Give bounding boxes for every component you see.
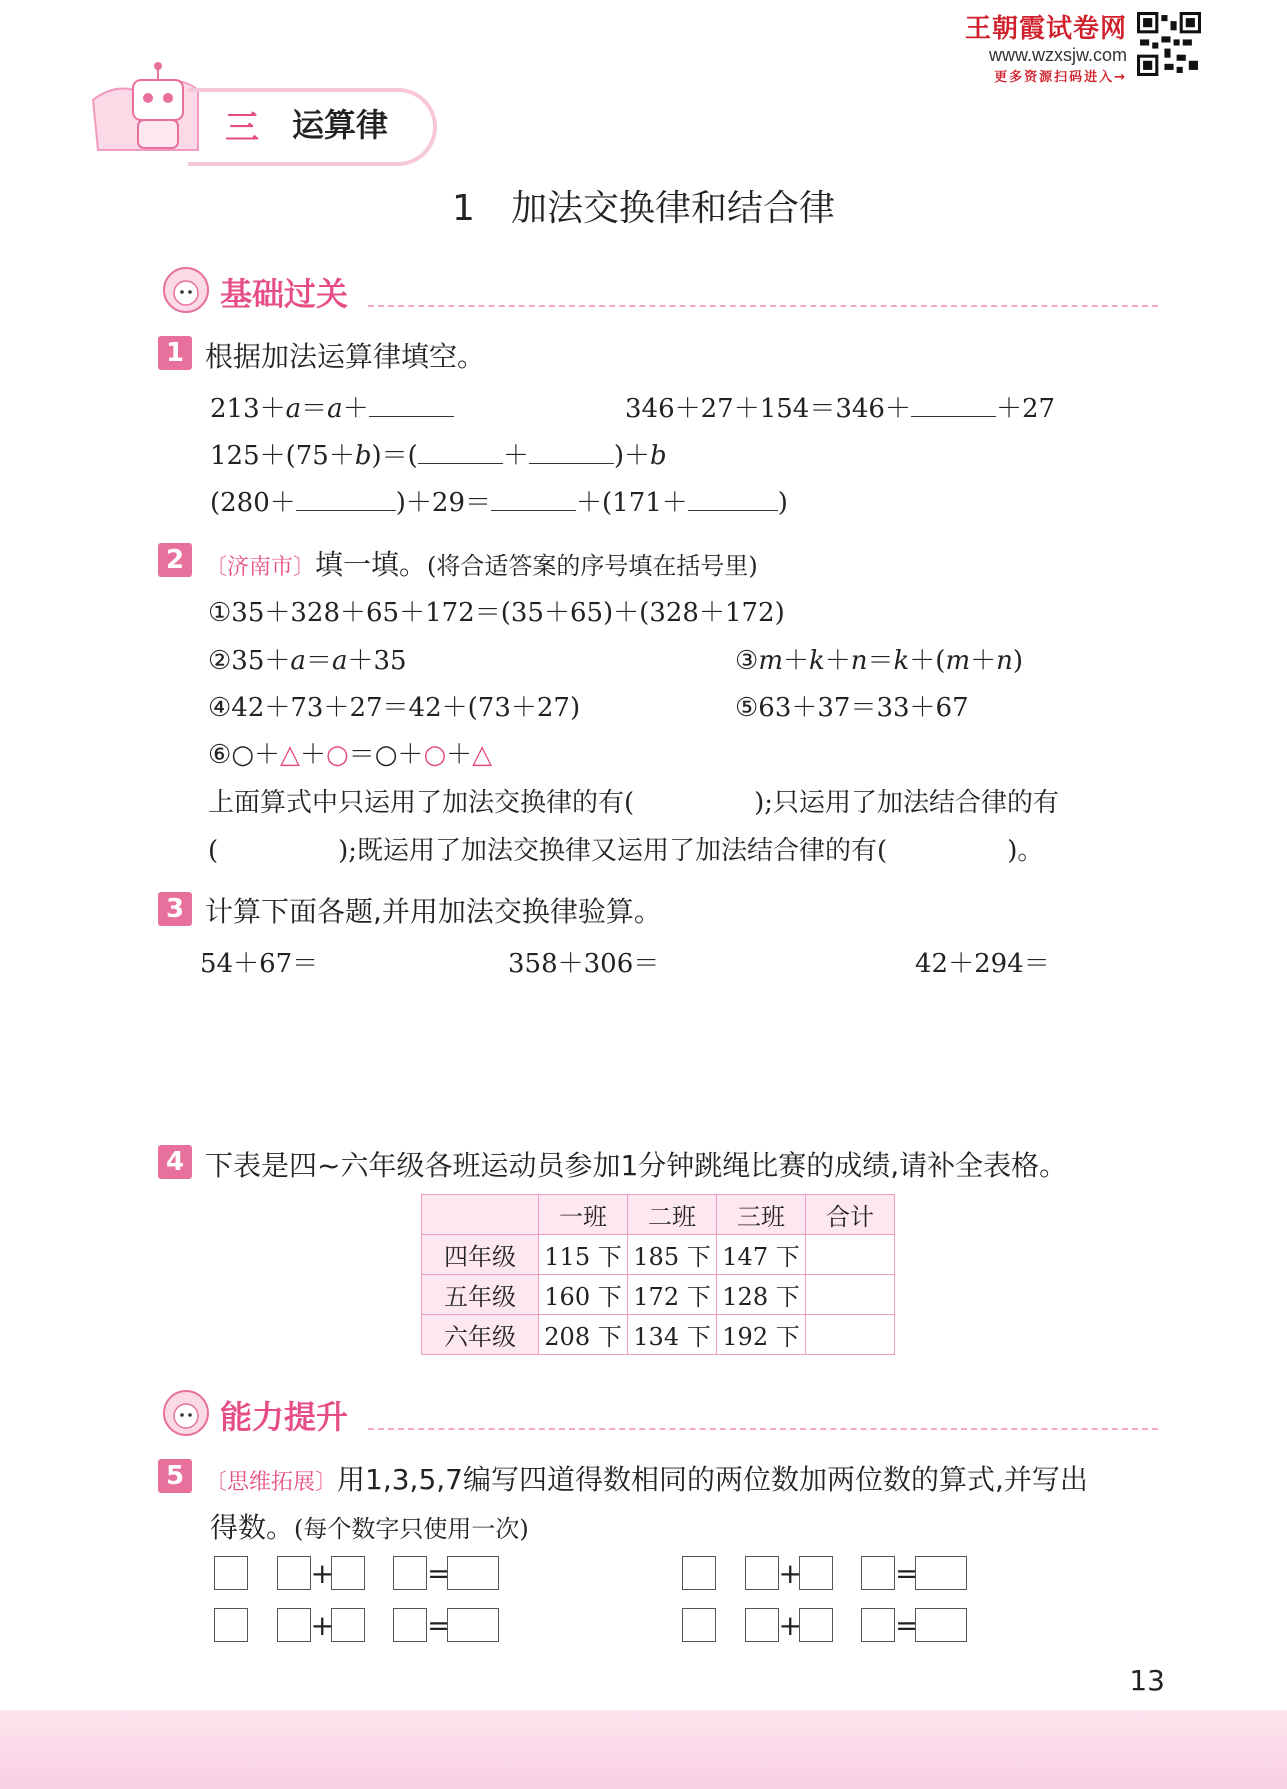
question-5-text: 〔思维拓展〕用1,3,5,7编写四道得数相同的两位数加两位数的算式,并写出: [205, 1463, 1088, 1496]
digit-box[interactable]: [331, 1556, 365, 1590]
question-4-text: 下表是四~六年级各班运动员参加1分钟跳绳比赛的成绩,请补全表格。: [205, 1149, 1068, 1182]
table-cell: 172 下: [628, 1275, 717, 1315]
question-4-number: 4: [158, 1145, 192, 1179]
answer-blank[interactable]: [296, 484, 396, 511]
digit-box[interactable]: [682, 1608, 716, 1642]
q3-expr-1: 54＋67＝: [200, 949, 319, 979]
table-cell: 208 下: [539, 1315, 628, 1355]
qr-code-icon[interactable]: [1137, 12, 1201, 76]
question-1-text: 根据加法运算律填空。: [205, 340, 486, 373]
table-cell: 115 下: [539, 1235, 628, 1275]
circle-icon: ○: [423, 740, 447, 770]
circle-icon: ○: [374, 740, 398, 770]
digit-box[interactable]: [799, 1608, 833, 1642]
table-row-header: 四年级: [422, 1235, 539, 1275]
category-tag: 〔思维拓展〕: [205, 1470, 338, 1495]
table-cell: 147 下: [717, 1235, 806, 1275]
circle-icon: ○: [231, 740, 254, 770]
q1-line-1a: 213＋a＝a＋: [210, 388, 454, 425]
digit-box[interactable]: [799, 1556, 833, 1590]
digit-box[interactable]: [861, 1608, 895, 1642]
digit-box[interactable]: [682, 1556, 716, 1590]
table-header-cell: 二班: [628, 1195, 717, 1235]
q3-expr-2: 358＋306＝: [508, 949, 660, 979]
table-row: [422, 1315, 895, 1355]
table-cell-total[interactable]: [806, 1235, 895, 1275]
section-divider: [368, 1428, 1158, 1430]
section-advanced: [158, 1388, 1158, 1438]
region-tag: 〔济南市〕: [205, 555, 316, 580]
answer-blank[interactable]: [491, 484, 576, 511]
q2-item-2: ②35＋a＝a＋35: [208, 646, 407, 676]
digit-box[interactable]: [861, 1556, 895, 1590]
table-cell: 134 下: [628, 1315, 717, 1355]
section-basic-label: 基础过关: [220, 275, 349, 313]
result-box[interactable]: [915, 1556, 967, 1590]
score-table: [421, 1194, 895, 1355]
lesson-title: 1 加法交换律和结合律: [452, 188, 835, 229]
q1-line-2: 125＋(75＋b)＝( ＋ )＋b: [210, 435, 667, 472]
q2-item-1: ①35＋328＋65＋172＝(35＋65)＋(328＋172): [208, 598, 785, 628]
table-header-cell: 一班: [539, 1195, 628, 1235]
q1-line-1b: 346＋27＋154＝346＋ ＋27: [625, 388, 1055, 425]
brand-more: 更多资源扫码进入→: [994, 70, 1127, 85]
table-cell: 128 下: [717, 1275, 806, 1315]
digit-box[interactable]: [214, 1608, 248, 1642]
digit-box[interactable]: [331, 1608, 365, 1642]
section-divider: [368, 305, 1158, 307]
digit-box[interactable]: [277, 1556, 311, 1590]
girl-avatar-icon: [158, 265, 214, 315]
triangle-icon: △: [472, 740, 493, 770]
page-number: 13: [1129, 1664, 1165, 1697]
q2-item-4: ④42＋73＋27＝42＋(73＋27): [208, 693, 581, 723]
chapter-title: 运算律: [292, 106, 389, 144]
question-2-text: 〔济南市〕填一填。(将合适答案的序号填在括号里): [205, 548, 758, 581]
q2-item-6: ⑥○＋△＋○＝○＋○＋△: [208, 740, 493, 770]
question-3-number: 3: [158, 892, 192, 926]
equation-row: + =: [682, 1608, 967, 1642]
q2-summary-2: ( );既运用了加法交换律又运用了加法结合律的有( )。: [208, 836, 1044, 866]
question-5-number: 5: [158, 1459, 192, 1493]
answer-blank[interactable]: [911, 390, 996, 417]
brand-name: 王朝霞试卷网: [964, 14, 1127, 44]
question-1-number: 1: [158, 336, 192, 370]
table-header-cell: 三班: [717, 1195, 806, 1235]
equation-row: + =: [214, 1556, 499, 1590]
table-cell: 160 下: [539, 1275, 628, 1315]
table-row-header: 六年级: [422, 1315, 539, 1355]
equation-row: + =: [214, 1608, 499, 1642]
q2-item-5: ⑤63＋37＝33＋67: [735, 693, 969, 723]
digit-box[interactable]: [393, 1556, 427, 1590]
digit-box[interactable]: [745, 1608, 779, 1642]
answer-blank[interactable]: [369, 390, 454, 417]
brand-url: www.wzxsjw.com: [988, 45, 1127, 65]
digit-box[interactable]: [214, 1556, 248, 1590]
digit-box[interactable]: [393, 1608, 427, 1642]
digit-box[interactable]: [745, 1556, 779, 1590]
result-box[interactable]: [447, 1608, 499, 1642]
table-row: [422, 1235, 895, 1275]
q2-summary-1: 上面算式中只运用了加法交换律的有( );只运用了加法结合律的有: [208, 788, 1060, 818]
table-cell: 192 下: [717, 1315, 806, 1355]
answer-blank[interactable]: [418, 437, 503, 464]
table-header-cell: [422, 1195, 539, 1235]
q2-item-3: ③m＋k＋n＝k＋(m＋n): [735, 646, 1024, 676]
question-2-number: 2: [158, 543, 192, 577]
circle-icon: ○: [326, 740, 349, 770]
result-box[interactable]: [447, 1556, 499, 1590]
table-cell-total[interactable]: [806, 1315, 895, 1355]
footer-band: [0, 1710, 1287, 1789]
table-cell: 185 下: [628, 1235, 717, 1275]
answer-blank[interactable]: [529, 437, 614, 464]
chapter-number: 三: [225, 108, 259, 148]
table-header-cell: 合计: [806, 1195, 895, 1235]
table-row-header: 五年级: [422, 1275, 539, 1315]
boy-avatar-icon: [158, 1388, 214, 1438]
answer-blank[interactable]: [688, 484, 778, 511]
result-box[interactable]: [915, 1608, 967, 1642]
question-3-text: 计算下面各题,并用加法交换律验算。: [205, 895, 662, 928]
site-logo: [965, 8, 1127, 85]
section-advanced-label: 能力提升: [220, 1398, 349, 1436]
digit-box[interactable]: [277, 1608, 311, 1642]
triangle-icon: △: [280, 740, 301, 770]
equation-row: + =: [682, 1556, 967, 1590]
q3-expr-3: 42＋294＝: [915, 949, 1050, 979]
table-row: [422, 1275, 895, 1315]
question-5-text-2: 得数。(每个数字只使用一次): [210, 1511, 529, 1544]
section-basic: [158, 265, 1158, 315]
q1-line-3: (280＋ )＋29＝ ＋(171＋ ): [210, 482, 788, 519]
table-header-row: [422, 1195, 895, 1235]
table-cell-total[interactable]: [806, 1275, 895, 1315]
